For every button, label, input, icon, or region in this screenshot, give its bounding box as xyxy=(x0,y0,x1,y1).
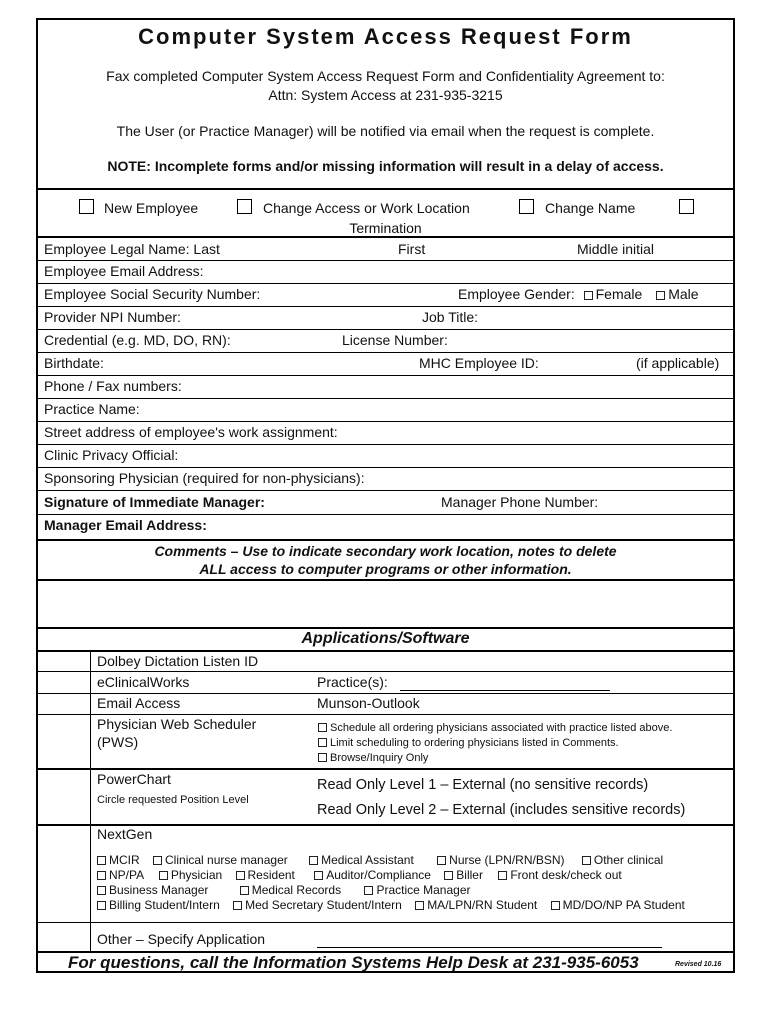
role-checkbox[interactable] xyxy=(582,856,591,865)
if-applicable-label: (if applicable) xyxy=(636,355,720,371)
nextgen-label: NextGen xyxy=(97,826,153,842)
role-checkbox[interactable] xyxy=(240,886,249,895)
role-label: NP/PA xyxy=(109,868,144,882)
role-checkbox[interactable] xyxy=(97,886,106,895)
checkbox-column-divider xyxy=(90,651,91,953)
notification-text: The User (or Practice Manager) will be notified via email when the request is complete. xyxy=(116,123,655,139)
fax-instructions: Fax completed Computer System Access Request Form and Confidentiality Agreement to: xyxy=(106,68,665,84)
form-title: Computer System Access Request Form xyxy=(138,24,633,49)
role-checkbox[interactable] xyxy=(551,901,560,910)
role-checkbox[interactable] xyxy=(309,856,318,865)
incomplete-note: NOTE: Incomplete forms and/or missing information will result in a delay of access. xyxy=(107,158,664,174)
pws-label-line1: Physician Web Scheduler xyxy=(97,716,257,732)
birthdate-label: Birthdate: xyxy=(44,355,104,371)
divider xyxy=(38,236,733,238)
change-name-label: Change Name xyxy=(545,200,636,216)
role-label: Resident xyxy=(247,868,295,882)
pws-option-browse xyxy=(318,752,428,764)
role-label: Front desk/check out xyxy=(510,868,622,882)
role-checkbox[interactable] xyxy=(153,856,162,865)
new-employee-checkbox[interactable] xyxy=(79,199,94,214)
new-employee-label: New Employee xyxy=(104,200,199,216)
pws-option-schedule-all xyxy=(318,722,672,734)
role-label: Med Secretary Student/Intern xyxy=(245,898,402,912)
role-checkbox[interactable] xyxy=(498,871,507,880)
street-address-label: Street address of employee's work assignment: xyxy=(44,424,338,440)
role-checkbox[interactable] xyxy=(97,871,106,880)
row-line xyxy=(38,627,733,629)
read-only-level-2[interactable]: Read Only Level 2 – External (includes sensitive records) xyxy=(317,802,686,818)
gender-group xyxy=(458,286,699,302)
legal-name-label: Employee Legal Name: Last xyxy=(44,241,220,257)
role-label: Nurse (LPN/RN/BSN) xyxy=(449,853,565,867)
role-label: Practice Manager xyxy=(376,883,471,897)
role-label: Clinical nurse manager xyxy=(165,853,288,867)
practices-label: Practice(s): xyxy=(317,674,388,690)
role-label: MA/LPN/RN Student xyxy=(427,898,538,912)
job-title-label: Job Title: xyxy=(422,309,479,325)
gender-label: Employee Gender: xyxy=(458,286,575,302)
role-checkbox[interactable] xyxy=(97,901,106,910)
row-line xyxy=(38,922,733,923)
manager-email-label: Manager Email Address: xyxy=(44,517,207,533)
dolbey-label: Dolbey Dictation Listen ID xyxy=(97,653,259,669)
comments-input-area[interactable] xyxy=(40,582,731,626)
termination-checkbox[interactable] xyxy=(679,199,694,214)
comments-line1: Comments – Use to indicate secondary work location, notes to delete xyxy=(154,543,617,559)
other-select-cell[interactable] xyxy=(40,924,89,950)
fax-attn: Attn: System Access at 231-935-3215 xyxy=(268,87,503,103)
read-only-level-1[interactable]: Read Only Level 1 – External (no sensitive records) xyxy=(317,777,649,793)
email-access-label: Email Access xyxy=(97,695,181,711)
row-line xyxy=(38,579,733,581)
munson-outlook-label: Munson-Outlook xyxy=(317,695,420,711)
role-checkbox[interactable] xyxy=(233,901,242,910)
role-label: Medical Records xyxy=(251,883,342,897)
role-label: MCIR xyxy=(109,853,140,867)
row-line xyxy=(38,421,733,422)
revised-date: Revised 10.16 xyxy=(675,961,722,968)
termination-label: Termination xyxy=(349,220,422,236)
other-application-label: Other – Specify Application xyxy=(97,931,266,947)
schedule-all-checkbox[interactable] xyxy=(318,723,327,732)
powerchart-select-cell[interactable] xyxy=(40,770,89,822)
browse-inquiry-checkbox[interactable] xyxy=(318,753,327,762)
role-checkbox[interactable] xyxy=(444,871,453,880)
row-line xyxy=(38,306,733,307)
mhc-id-label: MHC Employee ID: xyxy=(419,355,539,371)
ssn-label: Employee Social Security Number: xyxy=(44,286,261,302)
role-checkbox[interactable] xyxy=(314,871,323,880)
middle-initial-label: Middle initial xyxy=(577,241,655,257)
sponsoring-physician-label: Sponsoring Physician (required for non-physicians): xyxy=(44,470,365,486)
row-line xyxy=(38,398,733,399)
change-name-checkbox[interactable] xyxy=(519,199,534,214)
role-checkbox[interactable] xyxy=(437,856,446,865)
manager-signature-label: Signature of Immediate Manager: xyxy=(44,494,265,510)
limit-scheduling-checkbox[interactable] xyxy=(318,738,327,747)
role-label: MD/DO/NP PA Student xyxy=(562,898,685,912)
role-label: Other clinical xyxy=(593,853,664,867)
role-checkbox[interactable] xyxy=(97,856,106,865)
role-label: Business Manager xyxy=(109,883,209,897)
license-label: License Number: xyxy=(342,332,448,348)
row-line xyxy=(38,352,733,353)
divider xyxy=(38,188,733,190)
other-application-field[interactable] xyxy=(317,947,662,948)
role-checkbox[interactable] xyxy=(364,886,373,895)
email-label: Employee Email Address: xyxy=(44,263,204,279)
powerchart-sub-label: Circle requested Position Level xyxy=(97,794,249,806)
npi-label: Provider NPI Number: xyxy=(44,309,181,325)
credential-label: Credential (e.g. MD, DO, RN): xyxy=(44,332,231,348)
first-name-label: First xyxy=(398,241,426,257)
role-label: Medical Assistant xyxy=(321,853,414,867)
female-label: Female xyxy=(595,286,643,302)
role-label: Physician xyxy=(170,868,223,882)
row-line xyxy=(38,444,733,445)
role-checkbox[interactable] xyxy=(415,901,424,910)
practices-field[interactable] xyxy=(400,690,610,691)
nextgen-roles-row-2 xyxy=(97,868,622,882)
privacy-official-label: Clinic Privacy Official: xyxy=(44,447,179,463)
practice-name-label: Practice Name: xyxy=(44,401,140,417)
row-line xyxy=(38,375,733,376)
role-label: Billing Student/Intern xyxy=(109,898,220,912)
female-checkbox[interactable] xyxy=(584,291,593,300)
comments-line2: ALL access to computer programs or other information. xyxy=(199,561,572,577)
row-line xyxy=(38,467,733,468)
phone-fax-label: Phone / Fax numbers: xyxy=(44,378,182,394)
row-line xyxy=(38,650,733,652)
change-access-checkbox[interactable] xyxy=(237,199,252,214)
role-checkbox[interactable] xyxy=(236,871,245,880)
row-line xyxy=(38,490,733,491)
schedule-all-label: Schedule all ordering physicians associated with practice listed above. xyxy=(330,722,673,734)
role-checkbox[interactable] xyxy=(159,871,168,880)
help-desk-text: For questions, call the Information Systems Help Desk at 231-935-6053 xyxy=(68,953,639,972)
browse-inquiry-label: Browse/Inquiry Only xyxy=(330,752,429,764)
row-line xyxy=(38,714,733,715)
male-checkbox[interactable] xyxy=(656,291,665,300)
pws-select-cell[interactable] xyxy=(40,716,89,766)
change-access-label: Change Access or Work Location xyxy=(263,200,470,216)
row-line xyxy=(38,514,733,515)
row-line xyxy=(38,768,733,770)
nextgen-roles-row-3 xyxy=(97,883,471,897)
pws-label-line2: (PWS) xyxy=(97,734,139,750)
eclinical-select-cell[interactable] xyxy=(40,673,89,691)
limit-scheduling-label: Limit scheduling to ordering physicians listed in Comments. xyxy=(330,737,619,749)
access-request-form xyxy=(36,18,735,973)
male-label: Male xyxy=(668,286,699,302)
powerchart-label: PowerChart xyxy=(97,771,171,787)
row-line xyxy=(38,283,733,284)
row-line xyxy=(38,260,733,261)
email-access-select-cell[interactable] xyxy=(40,695,89,713)
applications-heading: Applications/Software xyxy=(301,630,470,647)
nextgen-select-cell[interactable] xyxy=(40,826,89,920)
dolbey-select-cell[interactable] xyxy=(40,652,89,670)
row-line xyxy=(38,671,733,672)
row-line xyxy=(38,329,733,330)
manager-phone-label: Manager Phone Number: xyxy=(441,494,599,510)
role-label: Biller xyxy=(456,868,483,882)
role-label: Auditor/Compliance xyxy=(326,868,431,882)
nextgen-roles-row-4 xyxy=(97,898,685,912)
row-line xyxy=(38,693,733,694)
eclinical-label: eClinicalWorks xyxy=(97,674,190,690)
nextgen-roles-row-1 xyxy=(97,853,663,867)
pws-option-limit xyxy=(318,737,619,749)
row-line xyxy=(38,539,733,541)
